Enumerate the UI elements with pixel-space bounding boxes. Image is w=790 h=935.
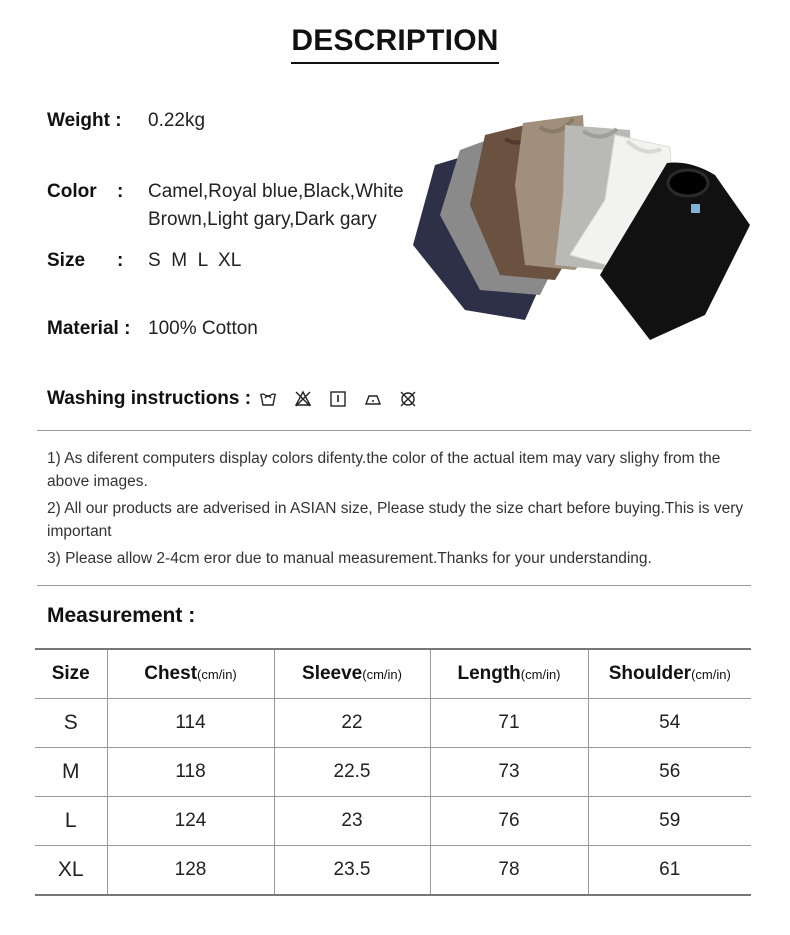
header-sleeve: Sleeve(cm/in) [274, 649, 430, 699]
table-header-row [35, 649, 751, 699]
cell-size: L [35, 797, 107, 846]
cell-length: 78 [430, 846, 588, 896]
divider-top [37, 430, 751, 431]
cell-sleeve: 23 [274, 797, 430, 846]
size-value: S M L XL [148, 250, 242, 271]
color-colon: : [117, 181, 124, 202]
size-chart-table [35, 648, 751, 896]
color-row [47, 181, 404, 230]
do-not-dry-clean-icon [399, 390, 417, 408]
size-colon: : [117, 250, 124, 271]
header-length: Length(cm/in) [430, 649, 588, 699]
material-row [47, 318, 258, 340]
note-3: 3) Please allow 2-4cm eror due to manual measurement.Thanks for your understanding. [47, 550, 652, 567]
note-2: 2) All our products are adverised in ASIAN size, Please study the size chart before buying.This is very important [47, 500, 744, 540]
cell-size: XL [35, 846, 107, 896]
washing-icons [259, 390, 434, 408]
hand-wash-icon [259, 390, 277, 408]
weight-value: 0.22kg [148, 110, 206, 131]
table-row [35, 846, 751, 896]
measurement-title: Measurement : [47, 604, 196, 627]
cell-size: M [35, 748, 107, 797]
notes [47, 447, 747, 574]
cell-chest: 118 [107, 748, 274, 797]
cell-shoulder: 54 [588, 699, 751, 748]
description-title [0, 22, 790, 64]
material-value: 100% Cotton [148, 318, 258, 339]
weight-label: Weight : [47, 110, 122, 131]
cell-chest: 128 [107, 846, 274, 896]
cell-length: 71 [430, 699, 588, 748]
cell-shoulder: 59 [588, 797, 751, 846]
note-1: 1) As diferent computers display colors difenty.the color of the actual item may vary slighy from the above images. [47, 450, 721, 490]
table-row [35, 748, 751, 797]
cell-size: S [35, 699, 107, 748]
cell-sleeve: 22.5 [274, 748, 430, 797]
description-heading: DESCRIPTION [291, 22, 498, 64]
color-value-line1: Camel,Royal blue,Black,White [148, 181, 404, 202]
weight-row [47, 110, 206, 132]
color-value-line2: Brown,Light gary,Dark gary [148, 209, 377, 230]
size-row [47, 250, 242, 272]
size-label: Size [47, 250, 86, 271]
cell-length: 76 [430, 797, 588, 846]
table-row [35, 699, 751, 748]
cell-sleeve: 22 [274, 699, 430, 748]
tumble-dry-icon [329, 390, 347, 408]
table-row [35, 797, 751, 846]
header-size: Size [35, 649, 107, 699]
tshirts-fan-image [405, 105, 760, 350]
cell-chest: 114 [107, 699, 274, 748]
iron-icon [364, 390, 382, 408]
washing-label: Washing instructions : [47, 388, 252, 409]
cell-shoulder: 56 [588, 748, 751, 797]
do-not-bleach-icon [294, 390, 312, 408]
washing-instructions [47, 388, 434, 410]
cell-sleeve: 23.5 [274, 846, 430, 896]
cell-shoulder: 61 [588, 846, 751, 896]
material-label: Material : [47, 318, 131, 339]
cell-chest: 124 [107, 797, 274, 846]
color-label: Color [47, 181, 97, 202]
cell-length: 73 [430, 748, 588, 797]
divider-bottom [37, 585, 751, 586]
shirt-tag [691, 204, 700, 213]
header-shoulder: Shoulder(cm/in) [588, 649, 751, 699]
header-chest: Chest(cm/in) [107, 649, 274, 699]
